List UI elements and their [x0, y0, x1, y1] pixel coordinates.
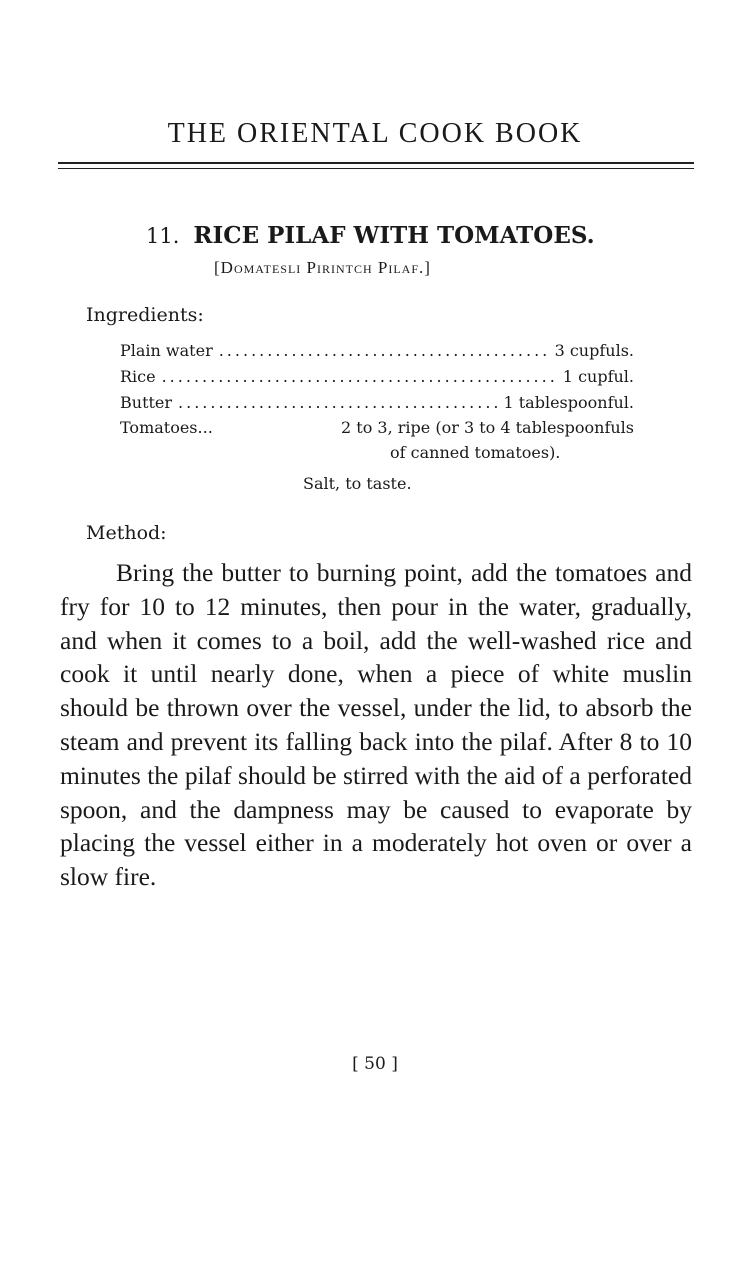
- ingredient-name: Butter: [120, 393, 173, 412]
- leader-dots: [162, 367, 557, 386]
- ingredient-name: Plain water: [120, 341, 213, 360]
- recipe-title: [146, 222, 595, 249]
- method-heading: Method:: [86, 522, 167, 544]
- ingredient-row-tomatoes: [120, 418, 634, 437]
- recipe-number: 11.: [146, 224, 180, 248]
- ingredient-qty: 1 tablespoonful.: [503, 393, 634, 412]
- ingredient-row: [120, 341, 634, 360]
- leader-dots: [219, 341, 549, 360]
- ingredient-name: Tomatoes...: [120, 418, 213, 437]
- method-text: Bring the butter to burning point, add the tomatoes and fry for 10 to 12 minutes, then pour in the water, gradually, and when it comes to a boil, add the well-washed rice and cook it until nearly done, when a piece of white muslin should be thrown over the vessel, under the lid, to absorb the steam and prevent its falling back into the pilaf. After 8 to 10 minutes the pilaf should be stirred with the aid of a perforated spoon, and the dampness may be caused to evaporate by placing the vessel either in a moderately hot oven or over a slow fire.: [60, 558, 692, 892]
- leader-dots: [178, 393, 497, 412]
- ingredient-name: Rice: [120, 367, 156, 386]
- ingredients-heading: Ingredients:: [86, 304, 204, 326]
- ingredient-row: [120, 367, 634, 386]
- ingredient-qty: 3 cupfuls.: [554, 341, 634, 360]
- ingredient-qty: 1 cupful.: [562, 367, 634, 386]
- ingredient-qty-continuation: of canned tomatoes).: [390, 443, 561, 462]
- header-rule-thin: [58, 168, 694, 169]
- ingredient-row: [120, 393, 634, 412]
- page-number: [ 50 ]: [352, 1054, 398, 1074]
- ingredient-qty: 2 to 3, ripe (or 3 to 4 tablespoonfuls: [341, 418, 634, 437]
- recipe-subtitle: [Domatesli Pirintch Pilaf.]: [214, 258, 431, 277]
- running-head: THE ORIENTAL COOK BOOK: [167, 118, 583, 149]
- recipe-title-text: RICE PILAF WITH TOMATOES.: [193, 222, 595, 249]
- header-rule: [58, 162, 694, 164]
- salt-note: Salt, to taste.: [303, 474, 412, 493]
